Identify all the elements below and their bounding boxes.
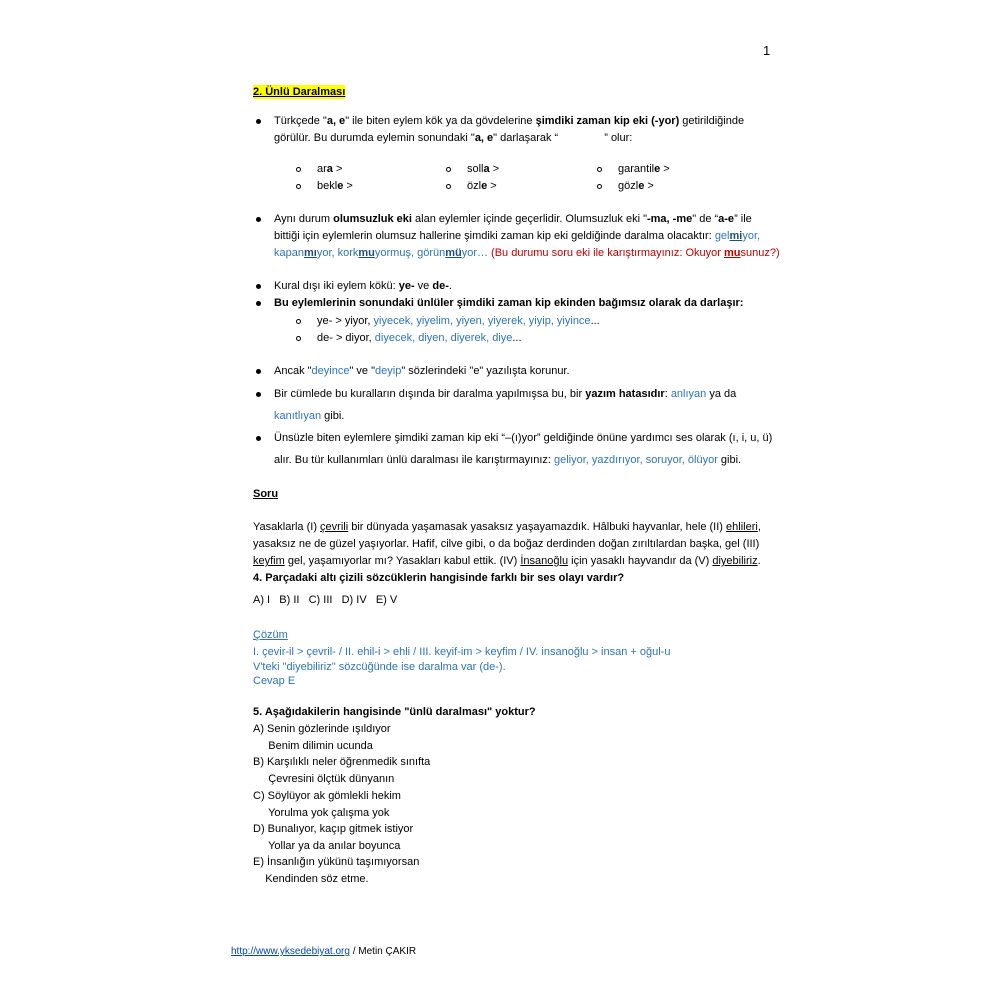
passage-line2: yasaksız ne de güzel yaşıyorlar. Hafif, cilve gibi, o da boğaz derdinden doğan zırıltılardan başka, gel (III) [253,538,760,550]
option-line: B) Karşılıklı neler öğrenmedik sınıfta [253,756,431,768]
bullet-icon [256,301,261,306]
option-line: Yorulma yok çalışma yok [253,807,390,819]
question-5: 5. Aşağıdakilerin hangisinde "ünlü daralması" yoktur? [253,706,536,718]
paragraph-6-line1: Bir cümlede bu kuralların dışında bir daralma yapılmışsa bu, bir yazım hatasıdır: anlıyan ya da [274,388,737,400]
paragraph-7-line1: Ünsüzle biten eylemlere şimdiki zaman kip eki “–(ı)yor” geldiğinde önüne yardımcı ses olarak (ı, i, u, ü) [274,432,773,444]
paragraph-2-line1: Aynı durum olumsuzluk eki alan eylemler içinde geçerlidir. Olumsuzluk eki "-ma, -me" de “a-e” ile [274,213,752,225]
option-line: Kendinden söz etme. [253,873,369,885]
example-item: solla > [467,163,500,175]
circle-bullet-icon [296,336,301,341]
example-item: ara > [317,163,343,175]
paragraph-1-line1: Türkçede "a, e" ile biten eylem kök ya da gövdelerine şimdiki zaman kip eki (-yor) getirildiğinde [274,115,745,127]
bullet-icon [256,217,261,222]
cozum-line: V'teki "diyebiliriz" sözcüğünde ise daralma var (de-). [253,661,506,673]
passage-line1: Yasaklarla (I) çevrili bir dünyada yaşamasak yasaksız yaşayamazdık. Hâlbuki hayvanlar, hele (II) ehlileri, [253,521,761,533]
question-4-options: A) I B) II C) III D) IV E) V [253,594,398,606]
paragraph-5: Ancak "deyince" ve "deyip" sözlerindeki "e" yazılışta korunur. [274,365,570,377]
example-item: özle > [467,180,497,192]
question-4: 4. Parçadaki altı çizili sözcüklerin hangisinde farklı bir ses olayı vardır? [253,572,625,584]
option-line: A) Senin gözlerinde ışıldıyor [253,723,391,735]
bullet-icon [256,119,261,124]
circle-bullet-icon [296,167,301,172]
option-line: E) İnsanlığın yükünü taşımıyorsan [253,856,420,868]
cozum-title: Çözüm [253,629,288,641]
sub-item-de: de- > diyor, diyecek, diyen, diyerek, diye... [317,332,522,344]
bullet-icon [256,436,261,441]
example-item: gözle > [618,180,654,192]
circle-bullet-icon [597,167,602,172]
paragraph-7-line2: alır. Bu tür kullanımları ünlü daralması ile karıştırmayınız: geliyor, yazdırıyor, soruyor, ölüyor gibi. [274,454,742,466]
option-line: Yollar ya da anılar boyunca [253,840,401,852]
example-item: garantile > [618,163,670,175]
footer [231,945,416,959]
option-line: Çevresini ölçtük dünyanın [253,773,395,785]
footer-author: / Metin ÇAKIR [349,946,417,957]
section-heading: 2. Ünlü Daralması [253,86,346,98]
paragraph-2-line3: kapanmıyor, korkmuyormuş, görünmüyor… (Bu durumu soru eki ile karıştırmayınız: Okuyor musunuz?) [274,247,780,259]
paragraph-6-line2: kanıtlıyan gibi. [274,410,345,422]
option-line: Benim dilimin ucunda [253,740,373,752]
bullet-icon [256,392,261,397]
paragraph-1-line2: görülür. Bu durumda eylemin sonundaki "a, e" darlaşarak “ ” olur: [274,132,633,144]
example-item: bekle > [317,180,353,192]
soru-title: Soru [253,488,279,500]
cozum-answer: Cevap E [253,675,296,687]
circle-bullet-icon [597,184,602,189]
footer-link[interactable]: http://www.yksedebiyat.org [231,946,350,957]
page-number: 1 [763,43,771,58]
option-line: D) Bunalıyor, kaçıp gitmek istiyor [253,823,414,835]
cozum-line: I. çevir-il > çevril- / II. ehil-i > ehli / III. keyif-im > keyfim / IV. insanoğlu > insan + oğul-u [253,646,671,658]
sub-item-ye: ye- > yiyor, yiyecek, yiyelim, yiyen, yiyerek, yiyip, yiyince... [317,315,600,327]
passage-line3: keyfim gel, yaşamıyorlar mı? Yasakları kabul ettik. (IV) İnsanoğlu için yasaklı hayvandır da (V) diyebiliriz. [253,555,761,567]
paragraph-3: Kural dışı iki eylem kökü: ye- ve de-. [274,280,452,292]
circle-bullet-icon [446,184,451,189]
circle-bullet-icon [296,319,301,324]
paragraph-4: Bu eylemlerinin sonundaki ünlüler şimdiki zaman kip ekinden bağımsız olarak da darlaşır: [274,297,744,309]
option-line: C) Söylüyor ak gömlekli hekim [253,790,401,802]
circle-bullet-icon [446,167,451,172]
circle-bullet-icon [296,184,301,189]
bullet-icon [256,369,261,374]
paragraph-2-line2: bittiği için eylemlerin olumsuz hallerine şimdiki zaman kip eki geldiğinde daralma olacaktır: gelmiyor, [274,230,761,242]
bullet-icon [256,284,261,289]
